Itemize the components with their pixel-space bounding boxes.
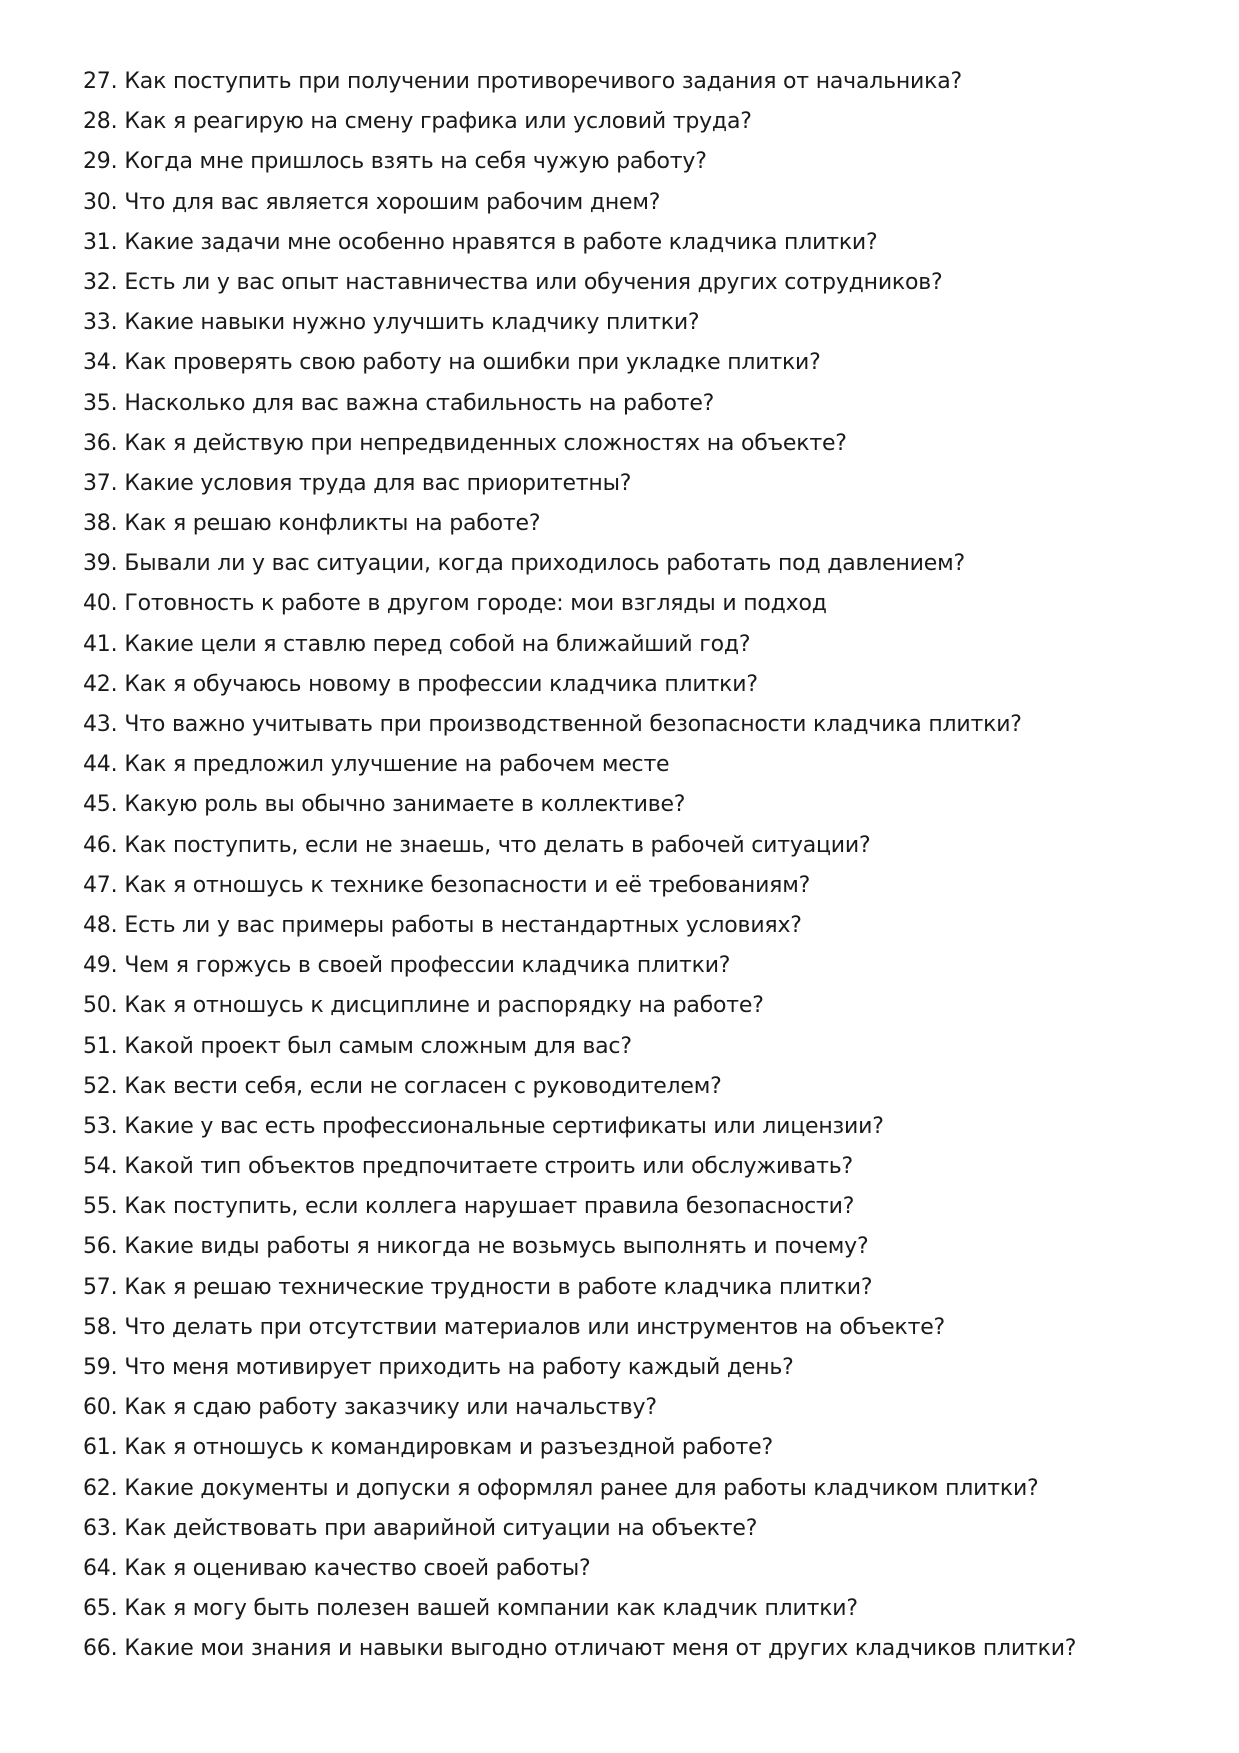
question-item [83,1549,1203,1589]
question-text: Как вести себя, если не согласен с руководителем? [124,1073,722,1099]
question-item [83,1428,1203,1468]
question-item [83,504,1203,544]
question-text: Как я реагирую на смену графика или условий труда? [124,109,752,135]
question-text: Как я решаю технические трудности в работе кладчика плитки? [124,1274,873,1300]
question-text: Как я сдаю работу заказчику или начальству? [124,1395,657,1421]
question-text: Как поступить, если коллега нарушает правила безопасности? [124,1194,855,1220]
question-number: 40. [83,591,118,617]
question-number: 64. [83,1555,118,1581]
question-text: Какие у вас есть профессиональные сертификаты или лицензии? [124,1113,884,1139]
question-item [83,1147,1203,1187]
question-text: Как я предложил улучшение на рабочем месте [124,752,670,778]
question-number: 42. [83,671,118,697]
question-item [83,665,1203,705]
question-text: Какие мои знания и навыки выгодно отличают меня от других кладчиков плитки? [124,1636,1077,1662]
question-item [83,1348,1203,1388]
question-text: Какие виды работы я никогда не возьмусь выполнять и почему? [124,1234,869,1260]
question-item [83,1027,1203,1067]
question-item [83,102,1203,142]
question-text: Что меня мотивирует приходить на работу каждый день? [124,1355,794,1380]
question-text: Бывали ли у вас ситуации, когда приходилось работать под давлением? [124,551,965,577]
question-text: Как я оцениваю качество своей работы? [124,1555,591,1581]
question-item [83,343,1203,383]
question-number: 41. [83,631,118,657]
question-number: 27. [83,69,118,94]
question-text: Как действовать при аварийной ситуации на объекте? [124,1515,758,1541]
question-number: 36. [83,430,118,456]
question-item [83,1067,1203,1107]
question-number: 49. [83,953,118,979]
question-number: 53. [83,1113,118,1139]
question-number: 38. [83,511,118,537]
question-item [83,866,1203,906]
question-item [83,584,1203,624]
question-item [83,906,1203,946]
question-text: Есть ли у вас примеры работы в нестандартных условиях? [124,912,802,938]
question-item [83,785,1203,825]
question-text: Как я обучаюсь новому в профессии кладчика плитки? [124,671,758,697]
question-item [83,1107,1203,1147]
question-number: 52. [83,1073,118,1099]
question-text: Какие условия труда для вас приоритетны? [124,470,632,496]
question-number: 28. [83,109,118,135]
question-number: 58. [83,1314,118,1340]
question-text: Когда мне пришлось взять на себя чужую работу? [124,149,707,175]
question-text: Что важно учитывать при производственной безопасности кладчика плитки? [124,712,1022,737]
question-number: 60. [83,1395,118,1421]
question-number: 32. [83,269,118,295]
question-text: Готовность к работе в другом городе: мои взгляды и подход [124,591,827,617]
question-text: Как я действую при непредвиденных сложностях на объекте? [124,430,847,456]
question-number: 46. [83,832,118,858]
question-text: Насколько для вас важна стабильность на работе? [124,390,715,416]
question-number: 33. [83,310,118,336]
question-item [83,1227,1203,1267]
question-text: Какой тип объектов предпочитаете строить или обслуживать? [124,1154,853,1180]
question-text: Какую роль вы обычно занимаете в коллективе? [124,792,686,818]
question-number: 30. [83,189,118,215]
question-item [83,223,1203,263]
question-text: Есть ли у вас опыт наставничества или обучения других сотрудников? [124,269,943,295]
question-number: 61. [83,1435,118,1461]
question-number: 59. [83,1355,118,1380]
question-item [83,826,1203,866]
question-text: Как я отношусь к технике безопасности и её требованиям? [124,872,811,898]
question-text: Что делать при отсутствии материалов или инструментов на объекте? [124,1314,946,1340]
question-text: Как поступить при получении противоречивого задания от начальника? [124,69,963,94]
question-text: Какие навыки нужно улучшить кладчику плитки? [124,310,700,336]
question-number: 51. [83,1033,118,1059]
question-text: Как проверять свою работу на ошибки при укладке плитки? [124,350,821,376]
question-item [83,544,1203,584]
question-number: 48. [83,912,118,938]
question-item [83,62,1203,102]
question-number: 50. [83,993,118,1019]
question-item [83,384,1203,424]
question-text: Какие цели я ставлю перед собой на ближайший год? [124,631,751,657]
question-item [83,142,1203,182]
question-number: 45. [83,792,118,818]
question-item [83,705,1203,745]
question-number: 34. [83,350,118,376]
question-number: 55. [83,1194,118,1220]
question-item [83,303,1203,343]
question-item [83,1388,1203,1428]
question-item [83,183,1203,223]
question-item [83,424,1203,464]
question-number: 44. [83,752,118,778]
question-text: Как я могу быть полезен вашей компании как кладчик плитки? [124,1596,858,1622]
question-number: 39. [83,551,118,577]
question-item [83,1629,1203,1669]
question-list [83,62,1203,1670]
question-number: 43. [83,712,118,737]
question-number: 66. [83,1636,118,1662]
question-item [83,986,1203,1026]
question-number: 31. [83,229,118,255]
question-item [83,745,1203,785]
question-item [83,1469,1203,1509]
question-item [83,1509,1203,1549]
question-item [83,1308,1203,1348]
question-item [83,946,1203,986]
question-number: 62. [83,1475,118,1501]
question-number: 47. [83,872,118,898]
question-number: 54. [83,1154,118,1180]
question-text: Как я отношусь к командировкам и разъездной работе? [124,1435,773,1461]
question-number: 35. [83,390,118,416]
question-item [83,464,1203,504]
question-number: 29. [83,149,118,175]
question-item [83,263,1203,303]
question-number: 65. [83,1596,118,1622]
question-text: Чем я горжусь в своей профессии кладчика плитки? [124,953,731,979]
question-number: 57. [83,1274,118,1300]
question-item [83,1268,1203,1308]
question-item [83,1187,1203,1227]
question-text: Какие задачи мне особенно нравятся в работе кладчика плитки? [124,229,878,255]
question-text: Какие документы и допуски я оформлял ранее для работы кладчиком плитки? [124,1475,1039,1501]
question-text: Как поступить, если не знаешь, что делать в рабочей ситуации? [124,832,871,858]
question-text: Какой проект был самым сложным для вас? [124,1033,632,1059]
question-number: 63. [83,1515,118,1541]
question-item [83,625,1203,665]
question-text: Что для вас является хорошим рабочим днем? [124,189,661,215]
question-text: Как я решаю конфликты на работе? [124,511,541,537]
question-number: 56. [83,1234,118,1260]
question-text: Как я отношусь к дисциплине и распорядку на работе? [124,993,764,1019]
question-number: 37. [83,470,118,496]
question-item [83,1589,1203,1629]
